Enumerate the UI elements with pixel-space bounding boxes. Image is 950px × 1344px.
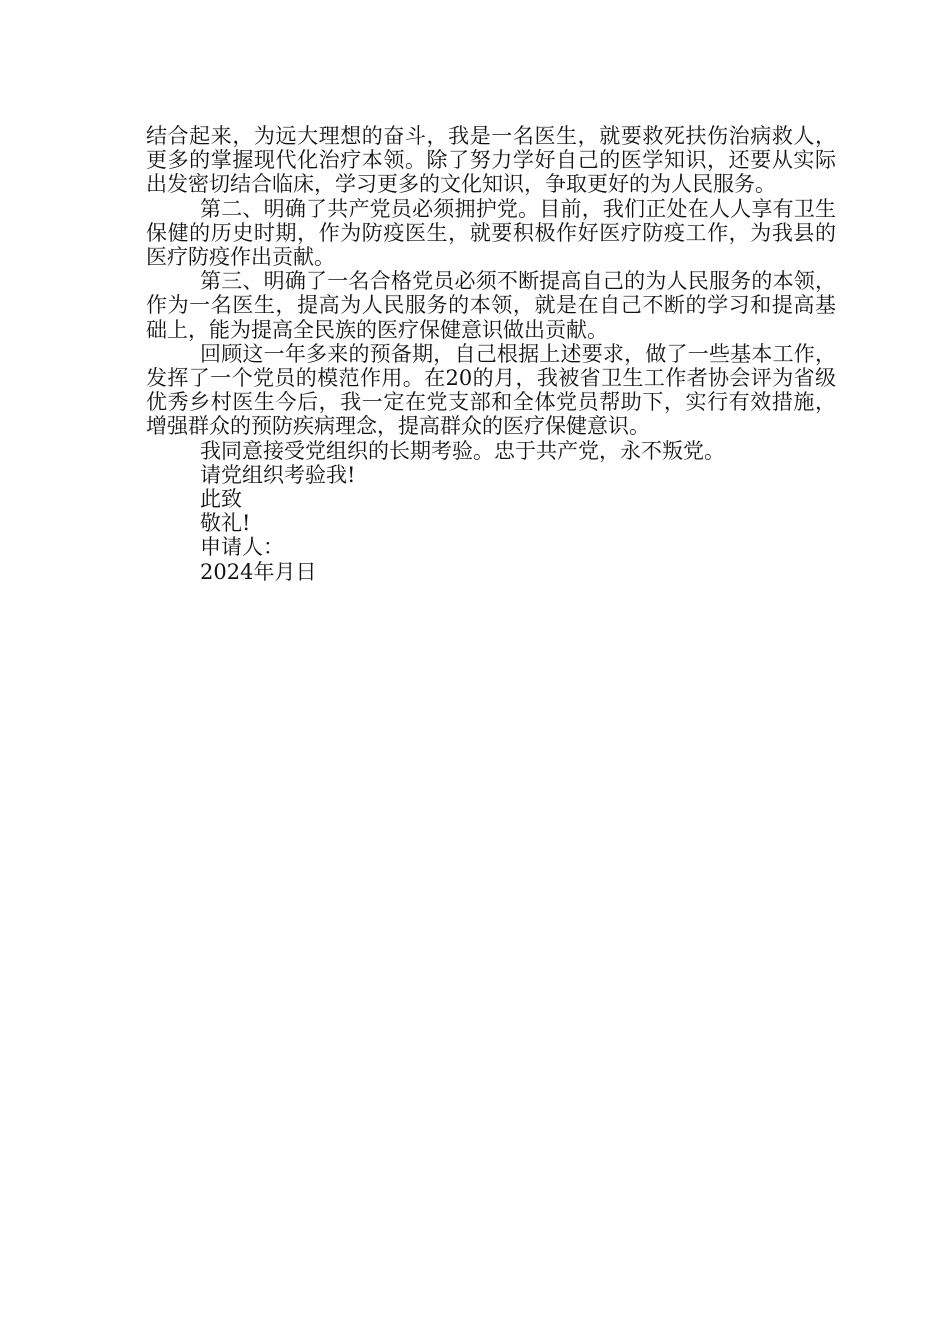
paragraph-review: 回顾这一年多来的预备期，自己根据上述要求，做了一些基本工作，发挥了一个党员的模范作用。在20的月，我被省卫生工作者协会评为省级优秀乡村医生今后，我一定在党支部和全体党员帮助下，实行有效措施，增强群众的预防疾病理念，提高群众的医疗保健意识。 [146, 341, 836, 439]
paragraph-second-point: 第二、明确了共产党员必须拥护党。目前，我们正处在人人享有卫生保健的历史时期，作为防疫医生，就要积极作好医疗防疫工作，为我县的医疗防疫作出贡献。 [146, 196, 836, 270]
salutation-line: 此致 [200, 487, 242, 512]
document-body [146, 124, 836, 584]
applicant-label: 申请人： [200, 535, 284, 560]
regards-line: 敬礼! [200, 511, 251, 536]
request-line: 请党组织考验我! [200, 462, 356, 487]
pledge-line: 我同意接受党组织的长期考验。忠于共产党，永不叛党。 [200, 438, 725, 463]
paragraph-continuation: 结合起来，为远大理想的奋斗，我是一名医生，就要救死扶伤治病救人，更多的掌握现代化治疗本领。除了努力学好自己的医学知识，还要从实际出发密切结合临床，学习更多的文化知识，争取更好的为人民服务。 [146, 124, 836, 197]
paragraph-third-point: 第三、明确了一名合格党员必须不断提高自己的为人民服务的本领，作为一名医生，提高为人民服务的本领，就是在自己不断的学习和提高基础上，能为提高全民族的医疗保健意识做出贡献。 [146, 269, 836, 342]
date-line: 2024年月日 [200, 559, 317, 584]
